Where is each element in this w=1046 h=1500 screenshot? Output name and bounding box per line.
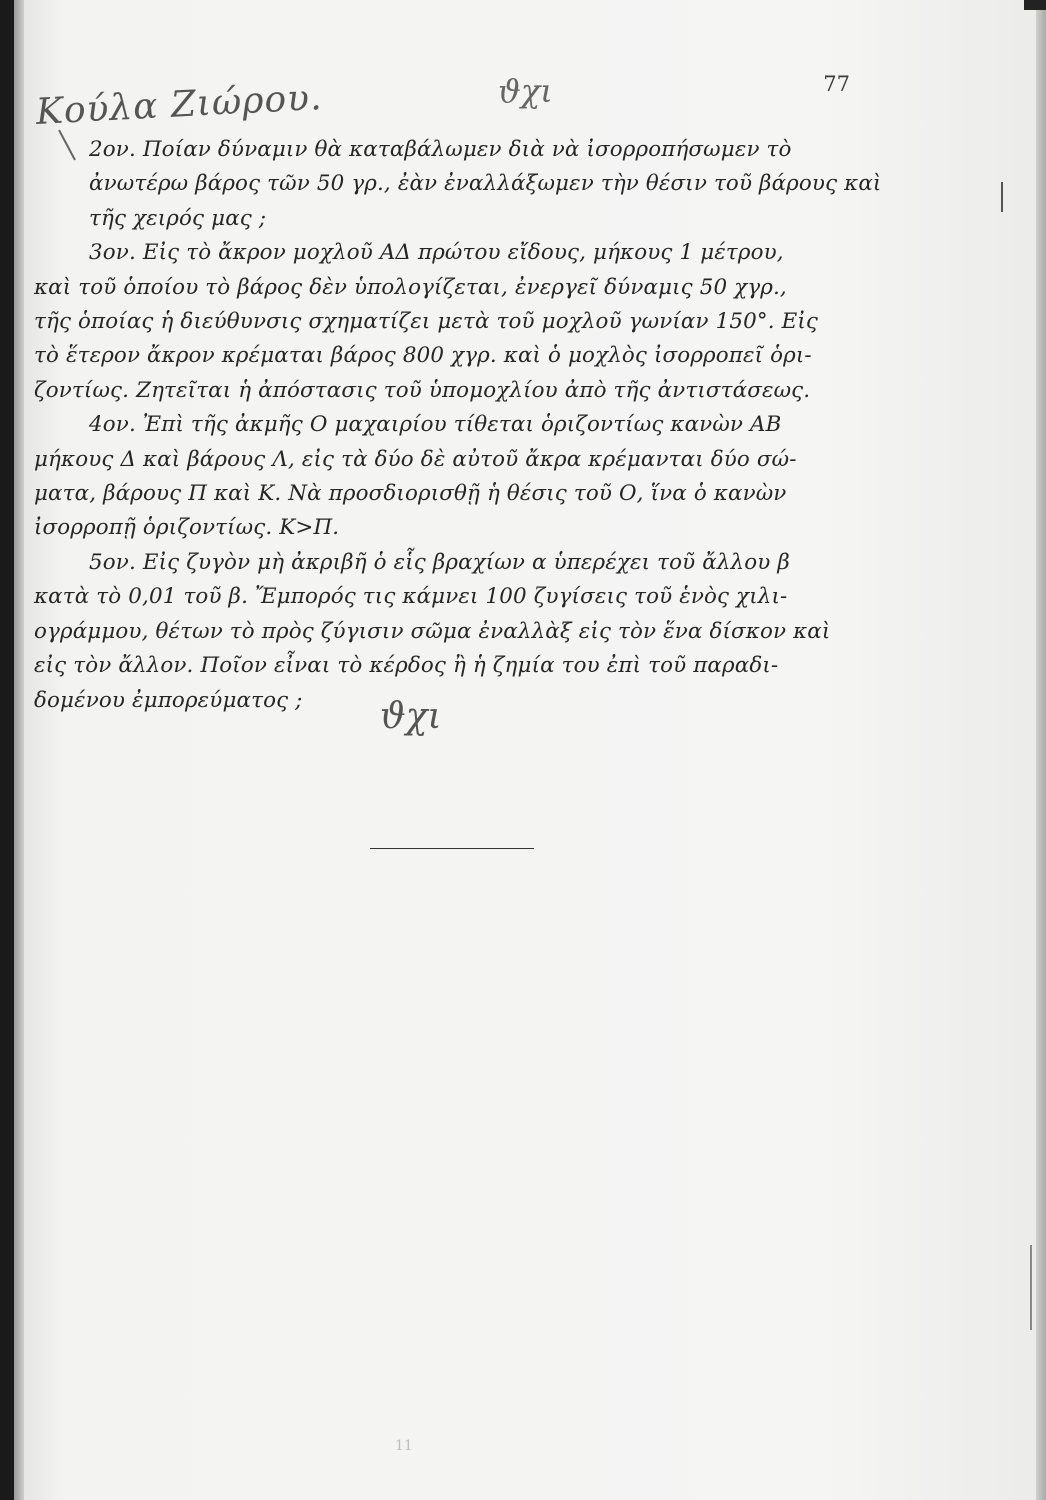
text-line: ζοντίως. Ζητεῖται ἡ ἀπόστασις τοῦ ὑπομοχλίου ἀπὸ τῆς ἀντιστάσεως. bbox=[34, 377, 811, 403]
handwritten-name: Κούλα Ζιώρου. bbox=[34, 77, 324, 133]
text-line: ἰσορροπῇ ὁριζοντίως. Κ>Π. bbox=[34, 515, 340, 541]
text-line: μήκους Δ καὶ βάρους Λ, εἰς τὰ δύο δὲ αὐτοῦ ἄκρα κρέμανται δύο σώ- bbox=[34, 446, 797, 472]
bottom-mark: 11 bbox=[395, 1438, 413, 1454]
handwritten-top-mark: ϑχι bbox=[498, 72, 553, 110]
exercise-text bbox=[34, 133, 882, 718]
text-line: ἀνωτέρω βάρος τῶν 50 γρ., ἐὰν ἐναλλάξωμεν τὴν θέσιν τοῦ βάρους καὶ bbox=[89, 171, 882, 197]
text-line: 2ον. Ποίαν δύναμιν θὰ καταβάλωμεν διὰ νὰ ἰσορροπήσωμεν τὸ bbox=[89, 137, 792, 162]
page-number: 77 bbox=[823, 72, 850, 96]
text-line: καὶ τοῦ ὁποίου τὸ βάρος δὲν ὑπολογίζεται, ἐνεργεῖ δύναμις 50 χγρ., bbox=[34, 274, 787, 300]
text-line: τῆς χειρός μας ; bbox=[89, 205, 267, 231]
scan-left-edge bbox=[0, 0, 14, 1500]
text-line: δομένου ἐμπορεύματος ; bbox=[34, 687, 303, 713]
margin-mark bbox=[1001, 182, 1003, 212]
text-line: τῆς ὁποίας ἡ διεύθυνσις σχηματίζει μετὰ τοῦ μοχλοῦ γωνίαν 150°. Εἰς bbox=[34, 309, 819, 335]
text-line: 4ον. Ἐπὶ τῆς ἀκμῆς Ο μαχαιρίου τίθεται ὁριζοντίως κανὼν ΑΒ bbox=[89, 412, 782, 438]
scan-right-edge bbox=[1036, 0, 1046, 1500]
text-line: 5ον. Εἰς ζυγὸν μὴ ἀκριβῆ ὁ εἷς βραχίων α ὑπερέχει τοῦ ἄλλου β bbox=[89, 549, 790, 575]
scan-corner bbox=[1024, 0, 1046, 10]
handwritten-mid-mark: ϑχι bbox=[380, 696, 442, 737]
margin-mark bbox=[1030, 1245, 1032, 1330]
text-line: κατὰ τὸ 0,01 τοῦ β. Ἔμπορός τις κάμνει 100 ζυγίσεις τοῦ ἑνὸς χιλι- bbox=[34, 584, 788, 610]
text-line: ογράμμου, θέτων τὸ πρὸς ζύγισιν σῶμα ἐναλλὰξ εἰς τὸν ἕνα δίσκον καὶ bbox=[34, 618, 831, 644]
text-line: ματα, βάρους Π καὶ Κ. Νὰ προσδιορισθῇ ἡ θέσις τοῦ Ο, ἵνα ὁ κανὼν bbox=[34, 481, 787, 507]
text-line: 3ον. Εἰς τὸ ἄκρον μοχλοῦ ΑΔ πρώτου εἴδους, μήκους 1 μέτρου, bbox=[89, 240, 784, 266]
section-divider bbox=[370, 848, 534, 849]
text-line: εἰς τὸν ἄλλον. Ποῖον εἶναι τὸ κέρδος ἢ ἡ ζημία του ἐπὶ τοῦ παραδι- bbox=[34, 653, 779, 679]
text-line: τὸ ἕτερον ἄκρον κρέμαται βάρος 800 χγρ. καὶ ὁ μοχλὸς ἰσορροπεῖ ὁρι- bbox=[34, 343, 812, 369]
